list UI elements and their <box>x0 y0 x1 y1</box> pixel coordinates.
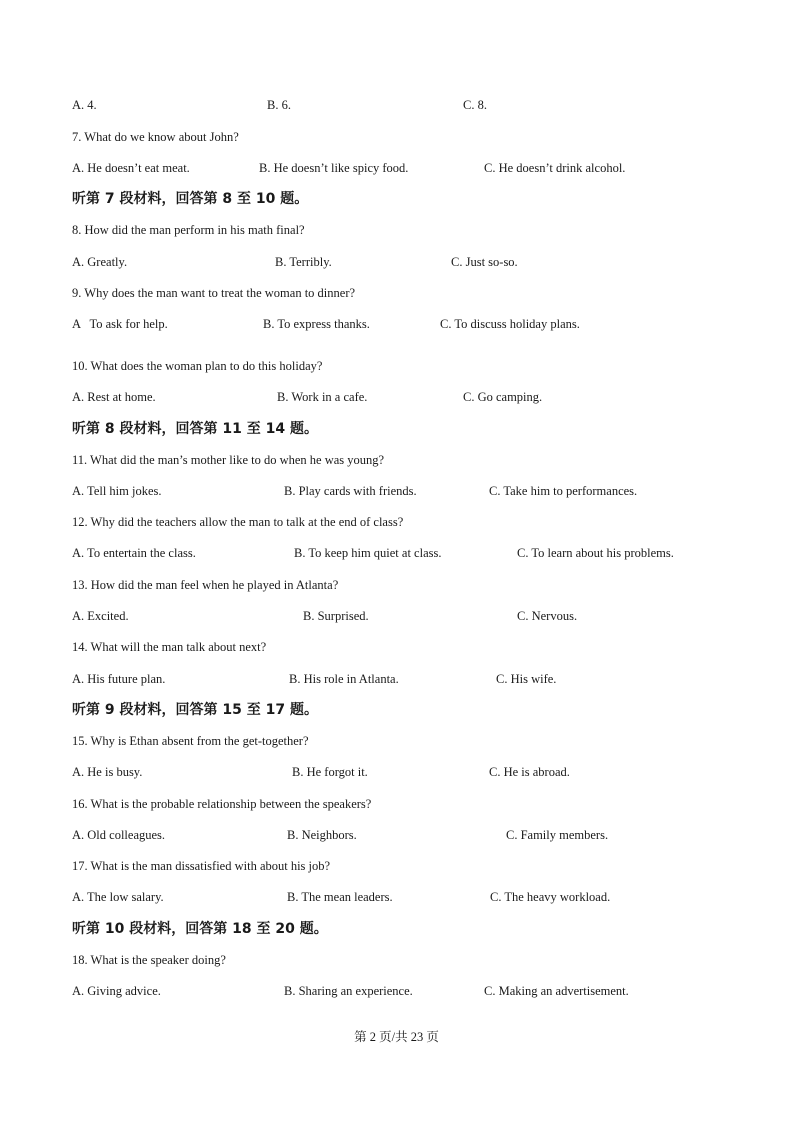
q11-question: 11. What did the man’s mother like to do when he was young? <box>72 453 385 467</box>
q12-option-a: A. To entertain the class. <box>72 546 196 560</box>
section-heading-8: 听第 8 段材料，回答第 11 至 14 题。 <box>72 421 318 437</box>
q9-option-b: B. To express thanks. <box>263 317 370 331</box>
q10-option-b: B. Work in a cafe. <box>277 390 368 404</box>
q15-question: 15. Why is Ethan absent from the get-together? <box>72 734 309 748</box>
q17-option-b: B. The mean leaders. <box>287 890 393 904</box>
q13-option-a: A. Excited. <box>72 609 129 623</box>
page-footer: 第 2 页/共 23 页 <box>354 1030 439 1044</box>
q15-option-c: C. He is abroad. <box>489 765 570 779</box>
q10-question: 10. What does the woman plan to do this holiday? <box>72 359 323 373</box>
q18-option-c: C. Making an advertisement. <box>484 984 629 998</box>
q11-option-a: A. Tell him jokes. <box>72 484 162 498</box>
q6-option-b: B. 6. <box>267 98 291 112</box>
q8-option-b: B. Terribly. <box>275 255 332 269</box>
q16-option-c: C. Family members. <box>506 828 609 842</box>
q16-option-a: A. Old colleagues. <box>72 828 166 842</box>
q6-option-c: C. 8. <box>463 98 487 112</box>
q14-option-c: C. His wife. <box>496 672 557 686</box>
q11-option-b: B. Play cards with friends. <box>284 484 417 498</box>
section-heading-10: 听第 10 段材料，回答第 18 至 20 题。 <box>72 921 328 937</box>
q12-question: 12. Why did the teachers allow the man to talk at the end of class? <box>72 515 404 529</box>
section-heading-7: 听第 7 段材料，回答第 8 至 10 题。 <box>72 191 309 207</box>
q9-question: 9. Why does the man want to treat the woman to dinner? <box>72 286 356 300</box>
q14-question: 14. What will the man talk about next? <box>72 640 267 654</box>
q7-option-a: A. He doesn’t eat meat. <box>72 161 190 175</box>
q7-option-c: C. He doesn’t drink alcohol. <box>484 161 626 175</box>
q16-option-b: B. Neighbors. <box>287 828 357 842</box>
q13-question: 13. How did the man feel when he played in Atlanta? <box>72 578 339 592</box>
q7-question: 7. What do we know about John? <box>72 130 239 144</box>
q12-option-c: C. To learn about his problems. <box>517 546 674 560</box>
q13-option-c: C. Nervous. <box>517 609 578 623</box>
q17-question: 17. What is the man dissatisfied with about his job? <box>72 859 331 873</box>
q8-question: 8. How did the man perform in his math final? <box>72 223 305 237</box>
q17-option-c: C. The heavy workload. <box>490 890 611 904</box>
q14-option-a: A. His future plan. <box>72 672 166 686</box>
q18-option-a: A. Giving advice. <box>72 984 161 998</box>
q8-option-c: C. Just so-so. <box>451 255 518 269</box>
q13-option-b: B. Surprised. <box>303 609 369 623</box>
q9-option-a: A To ask for help. <box>72 317 168 331</box>
q18-question: 18. What is the speaker doing? <box>72 953 226 967</box>
q14-option-b: B. His role in Atlanta. <box>289 672 399 686</box>
q11-option-c: C. Take him to performances. <box>489 484 638 498</box>
q16-question: 16. What is the probable relationship between the speakers? <box>72 797 372 811</box>
q9-option-c: C. To discuss holiday plans. <box>440 317 580 331</box>
q10-option-a: A. Rest at home. <box>72 390 156 404</box>
q10-option-c: C. Go camping. <box>463 390 543 404</box>
section-heading-9: 听第 9 段材料，回答第 15 至 17 题。 <box>72 702 318 718</box>
q15-option-a: A. He is busy. <box>72 765 143 779</box>
q17-option-a: A. The low salary. <box>72 890 164 904</box>
q6-option-a: A. 4. <box>72 98 97 112</box>
q12-option-b: B. To keep him quiet at class. <box>294 546 442 560</box>
q7-option-b: B. He doesn’t like spicy food. <box>259 161 409 175</box>
q18-option-b: B. Sharing an experience. <box>284 984 413 998</box>
q8-option-a: A. Greatly. <box>72 255 128 269</box>
q15-option-b: B. He forgot it. <box>292 765 368 779</box>
